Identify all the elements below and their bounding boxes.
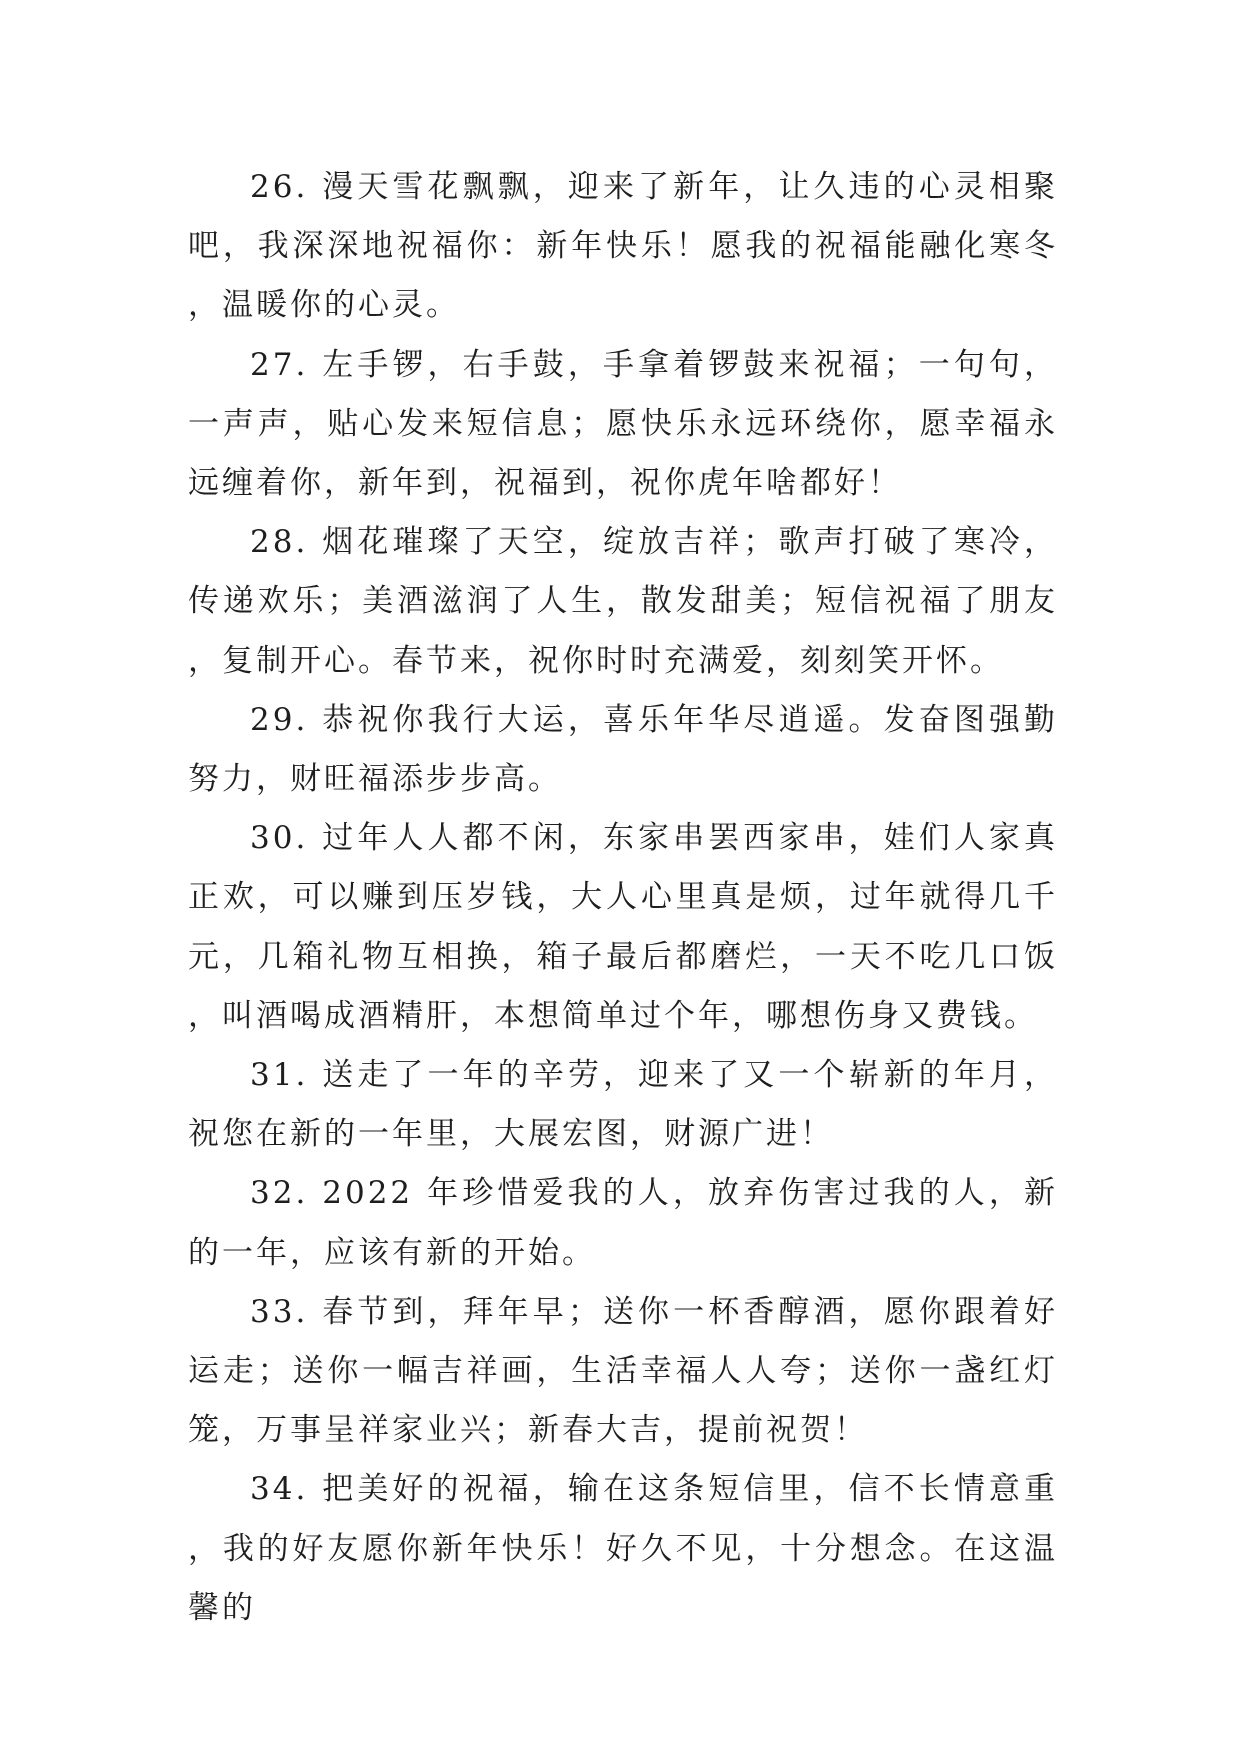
paragraph-30: 30. 过年人人都不闲，东家串罢西家串，娃们人家真正欢，可以赚到压岁钱，大人心里真是烦，过年就得几千元，几箱礼物互相换，箱子最后都磨烂，一天不吃几口饭，叫酒喝成酒精肝，本想简单过个年，哪想伤身又费钱。	[188, 820, 1058, 1034]
paragraph-34: 34. 把美好的祝福，输在这条短信里，信不长情意重，我的好友愿你新年快乐！好久不见，十分想念。在这温馨的	[188, 1471, 1058, 1626]
paragraph-33: 33. 春节到，拜年早；送你一杯香醇酒，愿你跟着好运走；送你一幅吉祥画，生活幸福人人夸；送你一盏红灯笼，万事呈祥家业兴；新春大吉，提前祝贺！	[188, 1293, 1058, 1449]
paragraph-26: 26. 漫天雪花飘飘，迎来了新年，让久违的心灵相聚吧，我深深地祝福你：新年快乐！愿我的祝福能融化寒冬，温暖你的心灵。	[188, 169, 1058, 324]
paragraph-27: 27. 左手锣，右手鼓，手拿着锣鼓来祝福；一句句，一声声，贴心发来短信息；愿快乐永远环绕你，愿幸福永远缠着你，新年到，祝福到，祝你虎年啥都好！	[188, 346, 1058, 502]
paragraph-29: 29. 恭祝你我行大运，喜乐年华尽逍遥。发奋图强勤努力，财旺福添步步高。	[188, 701, 1058, 798]
document-body	[188, 158, 1058, 1638]
paragraph-31: 31. 送走了一年的辛劳，迎来了又一个崭新的年月，祝您在新的一年里，大展宏图，财源广进！	[188, 1057, 1058, 1153]
paragraph-32: 32. 2022 年珍惜爱我的人，放弃伤害过我的人，新的一年，应该有新的开始。	[188, 1175, 1058, 1271]
paragraph-28: 28. 烟花璀璨了天空，绽放吉祥；歌声打破了寒冷，传递欢乐；美酒滋润了人生，散发甜美；短信祝福了朋友，复制开心。春节来，祝你时时充满爱，刻刻笑开怀。	[188, 524, 1058, 679]
